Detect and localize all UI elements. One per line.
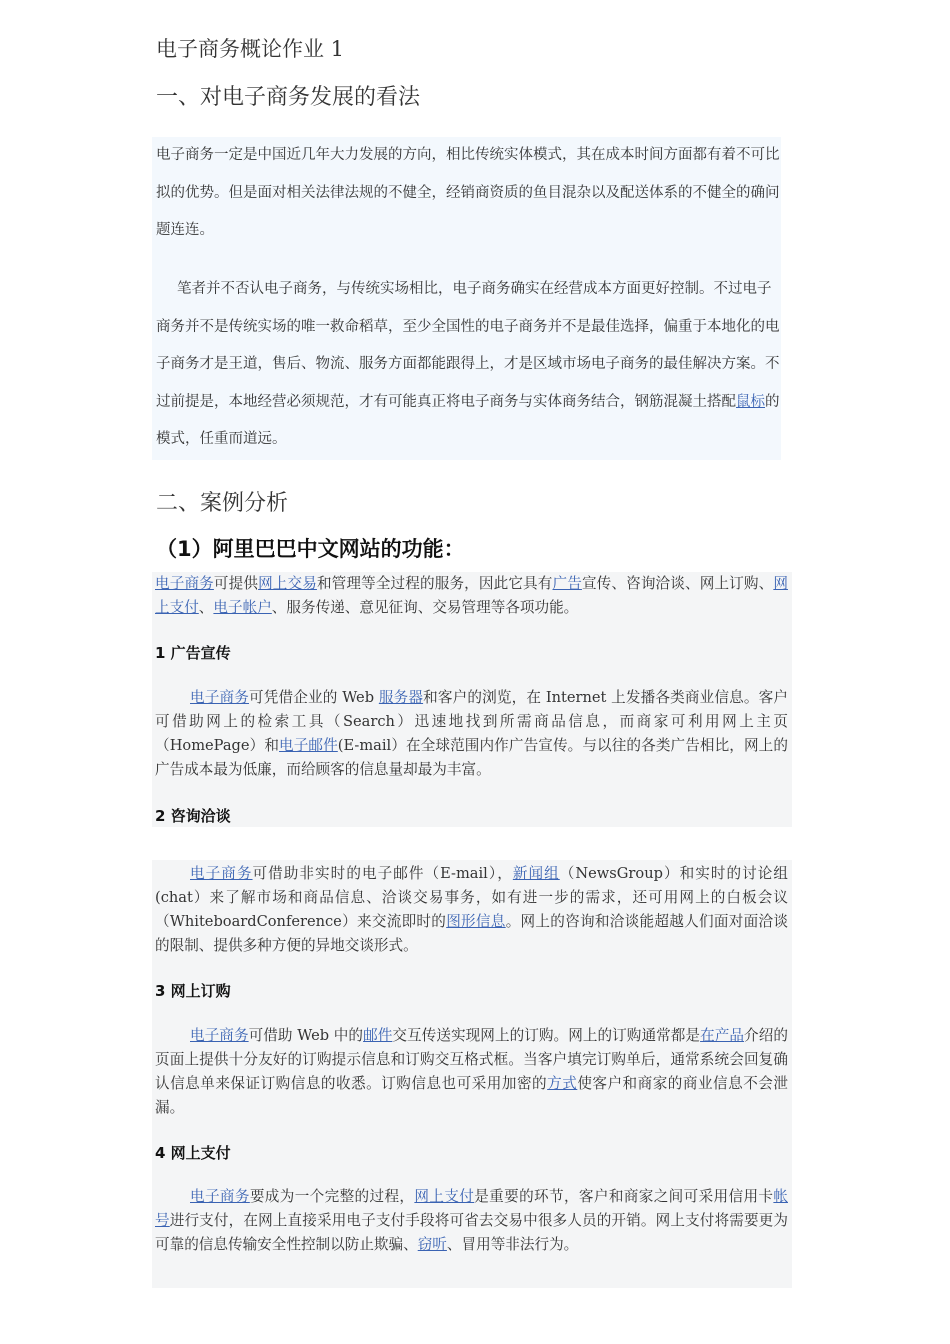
function-title-payment: 4 网上支付 <box>155 1144 231 1162</box>
link-mail[interactable]: 邮件 <box>363 1027 393 1044</box>
subheading-alibaba: （1）阿里巴巴中文网站的功能： <box>156 537 465 561</box>
link-server[interactable]: 服务器 <box>378 689 424 706</box>
link-ecommerce[interactable]: 电子商务 <box>190 1188 250 1205</box>
link-method[interactable]: 方式 <box>547 1075 578 1092</box>
link-ecommerce[interactable]: 电子商务 <box>190 865 253 882</box>
link-ecommerce[interactable]: 电子商务 <box>190 1027 249 1044</box>
function-text-payment: 电子商务要成为一个完整的过程，网上支付是重要的环节，客户和商家之间可采用信用卡帐号进行支付，在网上直接采用电子支付手段将可省去交易中很多人员的开销。网上支付将需要更为可靠的信息传输安全性控制以防止欺骗、窃听、冒用等非法行为。 <box>155 1188 788 1253</box>
link-online-payment[interactable]: 网上支付 <box>155 575 788 616</box>
function-title-advertising: 1 广告宣传 <box>155 644 231 662</box>
function-title-ordering: 3 网上订购 <box>155 982 231 1000</box>
link-online-payment[interactable]: 网上支付 <box>414 1188 475 1205</box>
link-newsgroup[interactable]: 新闻组 <box>512 865 560 882</box>
link-online-trade[interactable]: 网上交易 <box>258 575 317 592</box>
link-email[interactable]: 电子邮件 <box>279 737 338 754</box>
link-ecommerce[interactable]: 电子商务 <box>155 575 214 592</box>
function-text-consulting: 电子商务可借助非实时的电子邮件（E-mail），新闻组（NewsGroup）和实时的讨论组(chat）来了解市场和商品信息、洽谈交易事务，如有进一步的需求，还可用网上的白板会议（WhiteboardConference）来交流即时的图形信息。网上的咨询和洽谈能超越人们面对面洽谈的限制、提供多种方便的异地交谈形式。 <box>155 865 788 954</box>
functions-intro: 电子商务可提供网上交易和管理等全过程的服务，因此它具有广告宣传、咨询洽谈、网上订购、网上支付、电子帐户、服务传递、意见征询、交易管理等各项功能。 <box>155 575 788 616</box>
link-e-account[interactable]: 电子帐户 <box>213 599 272 616</box>
views-paragraph-2: 笔者并不否认电子商务，与传统实场相比，电子商务确实在经营成本方面更好控制。不过电子商务并不是传统实场的唯一救命稻草，至少全国性的电子商务并不是最佳选择，偏重于本地化的电子商务才是王道，售后、物流、服务方面都能跟得上，才是区域市场电子商务的最佳解决方案。不过前提是，本地经营必须规范，才有可能真正将电子商务与实体商务结合，钢筋混凝土搭配鼠标的模式，任重而道远。 <box>156 281 780 447</box>
link-account-number[interactable]: 帐号 <box>155 1188 788 1229</box>
link-product[interactable]: 在产品 <box>700 1027 745 1044</box>
link-mouse[interactable]: 鼠标 <box>736 393 765 410</box>
function-title-consulting: 2 咨询洽谈 <box>155 807 231 825</box>
section-heading-views: 一、对电子商务发展的看法 <box>156 85 421 110</box>
link-ecommerce[interactable]: 电子商务 <box>190 689 249 706</box>
function-text-advertising: 电子商务可凭借企业的 Web 服务器和客户的浏览，在 Internet 上发播各类商业信息。客户可借助网上的检索工具（Search）迅速地找到所需商品信息，而商家可利用网上主页（HomePage）和电子邮件(E-mail）在全球范围内作广告宣传。与以往的各类广告相比，网上的广告成本最为低廉，而给顾客的信息量却最为丰富。 <box>155 689 788 778</box>
views-paragraph-1: 电子商务一定是中国近几年大力发展的方向，相比传统实体模式，其在成本时间方面都有着不可比拟的优势。但是面对相关法律法规的不健全，经销商资质的鱼目混杂以及配送体系的不健全的确问题连连。 <box>156 147 780 238</box>
document-title: 电子商务概论作业 1 <box>156 37 345 61</box>
section-heading-case: 二、案例分析 <box>156 491 289 516</box>
function-text-ordering: 电子商务可借助 Web 中的邮件交互传送实现网上的订购。网上的订购通常都是在产品介绍的页面上提供十分友好的订购提示信息和订购交互格式框。当客户填完订购单后，通常系统会回复确认信息单来保证订购信息的收悉。订购信息也可采用加密的方式使客户和商家的商业信息不会泄漏。 <box>155 1027 788 1116</box>
link-eavesdrop[interactable]: 窃听 <box>417 1236 447 1253</box>
link-graphic-info[interactable]: 图形信息 <box>446 913 506 930</box>
link-advertising[interactable]: 广告 <box>552 575 582 592</box>
